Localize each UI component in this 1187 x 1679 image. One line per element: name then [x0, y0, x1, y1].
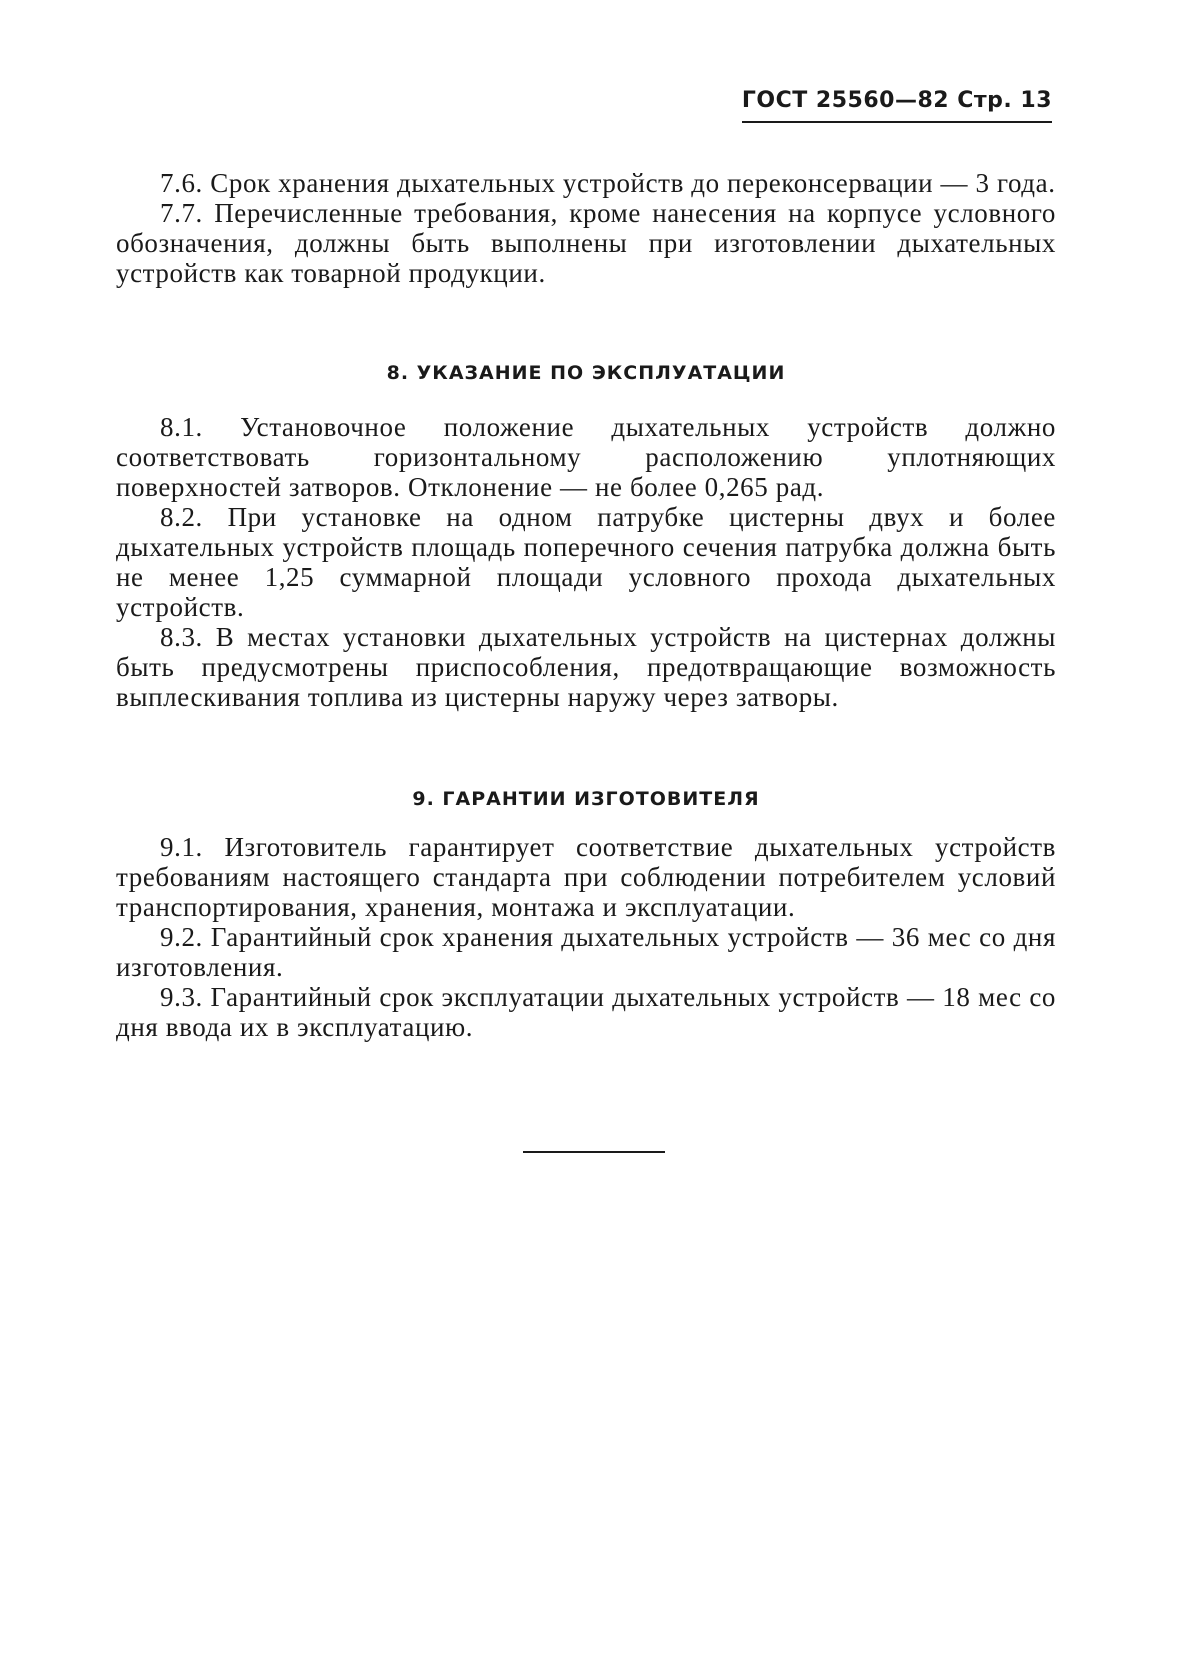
paragraph-8-1: 8.1. Установочное положение дыхательных устройств должно соответствовать горизонтальному расположению уплотняющих поверхностей затворов. Отклонение — не более 0,265 рад.	[116, 412, 1056, 502]
section-7-body	[116, 168, 1056, 288]
paragraph-7-6: 7.6. Срок хранения дыхательных устройств до переконсервации — 3 года.	[160, 168, 1056, 198]
section-8-body	[116, 412, 1056, 712]
paragraph-9-3: 9.3. Гарантийный срок эксплуатации дыхательных устройств — 18 мес со дня ввода их в эксплуатацию.	[116, 982, 1056, 1042]
section-9-body	[116, 832, 1056, 1042]
paragraph-8-2: 8.2. При установке на одном патрубке цистерны двух и более дыхательных устройств площадь поперечного сечения патрубка должна быть не менее 1,25 суммарной площади условного прохода дыхательных устройств.	[116, 502, 1056, 622]
paragraph-8-3: 8.3. В местах установки дыхательных устройств на цистернах должны быть предусмотрены приспособления, предотвращающие возможность выплескивания топлива из цистерны наружу через затворы.	[116, 622, 1056, 712]
section-9-heading: 9. ГАРАНТИИ ИЗГОТОВИТЕЛЯ	[412, 788, 760, 810]
paragraph-7-7: 7.7. Перечисленные требования, кроме нанесения на корпусе условного обозначения, должны быть выполнены при изготовлении дыхательных устройств как товарной продукции.	[116, 198, 1056, 288]
page-header: ГОСТ 25560—82 Стр. 13	[742, 88, 1052, 123]
section-8-heading: 8. УКАЗАНИЕ ПО ЭКСПЛУАТАЦИИ	[386, 362, 786, 384]
paragraph-9-1: 9.1. Изготовитель гарантирует соответствие дыхательных устройств требованиям настоящего стандарта при соблюдении потребителем условий транспортирования, хранения, монтажа и эксплуатации.	[116, 832, 1056, 922]
paragraph-9-2: 9.2. Гарантийный срок хранения дыхательных устройств — 36 мес со дня изготовления.	[116, 922, 1056, 982]
end-divider	[523, 1151, 665, 1153]
